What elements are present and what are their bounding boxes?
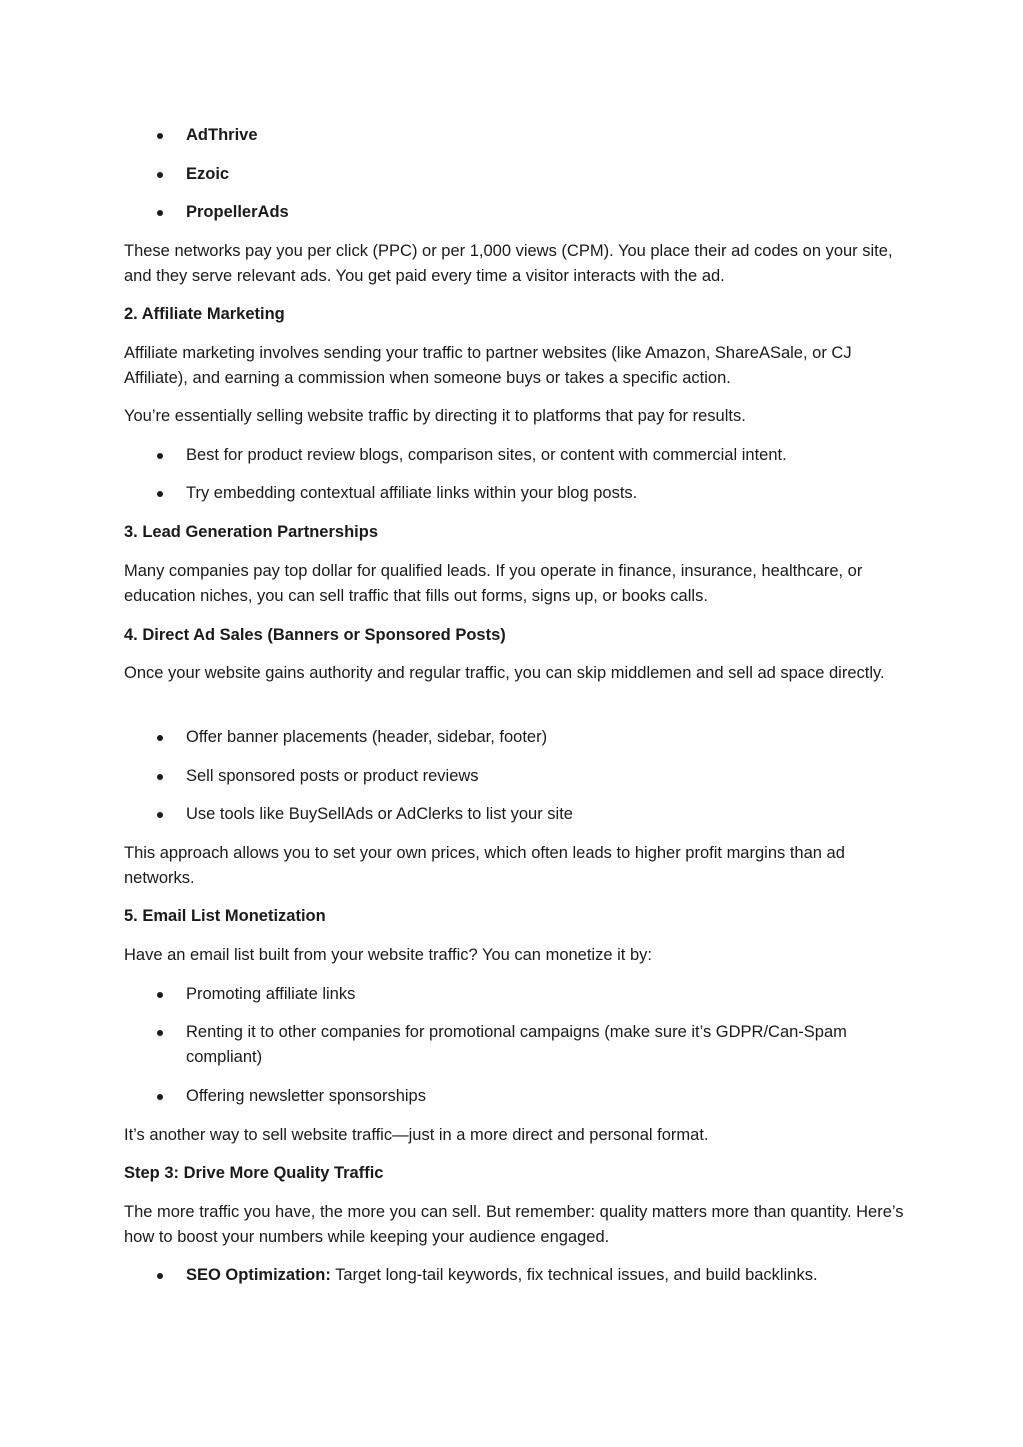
section-heading-lead: 3. Lead Generation Partnerships <box>124 523 378 541</box>
network-name: AdThrive <box>186 126 258 144</box>
bullet <box>157 133 163 139</box>
list-item-text: Sell sponsored posts or product reviews <box>186 767 479 785</box>
section-heading-affiliate: 2. Affiliate Marketing <box>124 305 285 323</box>
section-heading-email: 5. Email List Monetization <box>124 907 326 925</box>
bullet <box>157 210 163 216</box>
seo-text: Target long-tail keywords, fix technical issues, and build backlinks. <box>330 1266 818 1284</box>
list-item-text: Use tools like BuySellAds or AdClerks to list your site <box>186 805 573 823</box>
paragraph-direct: Once your website gains authority and regular traffic, you can skip middlemen and sell ad space directly. <box>124 664 885 682</box>
section-heading-step3: Step 3: Drive More Quality Traffic <box>124 1164 384 1182</box>
paragraph-lead: Many companies pay top dollar for qualified leads. If you operate in finance, insurance, healthcare, or education niches, you can sell traffic that fills out forms, signs up, or books calls. <box>124 562 863 605</box>
network-name: PropellerAds <box>186 203 289 221</box>
paragraph-email-summary: It’s another way to sell website traffic—just in a more direct and personal format. <box>124 1126 709 1144</box>
list-item-text: Best for product review blogs, comparison sites, or content with commercial intent. <box>186 446 787 464</box>
bullet <box>157 453 163 459</box>
list-item-text: Offering newsletter sponsorships <box>186 1087 426 1105</box>
network-name: Ezoic <box>186 165 230 183</box>
list-item-text: Offer banner placements (header, sidebar, footer) <box>186 728 548 746</box>
bullet <box>157 812 163 818</box>
paragraph-step3: The more traffic you have, the more you can sell. But remember: quality matters more than quantity. Here’s how to boost your numbers while keeping your audience engaged. <box>124 1203 904 1246</box>
list-item-text: Promoting affiliate links <box>186 985 356 1003</box>
section-heading-direct: 4. Direct Ad Sales (Banners or Sponsored Posts) <box>124 626 506 644</box>
bullet <box>157 1273 163 1279</box>
bullet <box>157 172 163 178</box>
list-item-text: Renting it to other companies for promotional campaigns (make sure it’s GDPR/Can-Spam compliant) <box>186 1023 847 1066</box>
bullet <box>157 1094 163 1100</box>
list-item-text <box>186 1263 914 1288</box>
paragraph-networks: These networks pay you per click (PPC) or per 1,000 views (CPM). You place their ad codes on your site, and they serve relevant ads. You get paid every time a visitor interacts with the ad. <box>124 242 893 285</box>
paragraph-affiliate: Affiliate marketing involves sending your traffic to partner websites (like Amazon, ShareASale, or CJ Affiliate), and earning a commission when someone buys or takes a specific action. <box>124 344 852 387</box>
list-item-text: Try embedding contextual affiliate links within your blog posts. <box>186 484 638 502</box>
bullet <box>157 735 163 741</box>
bullet <box>157 491 163 497</box>
paragraph-affiliate-summary: You’re essentially selling website traffic by directing it to platforms that pay for results. <box>124 407 746 425</box>
paragraph-direct-summary: This approach allows you to set your own prices, which often leads to higher profit margins than ad networks. <box>124 844 845 887</box>
seo-label: SEO Optimization: <box>186 1266 331 1284</box>
bullet <box>157 1030 163 1036</box>
bullet <box>157 992 163 998</box>
bullet <box>157 774 163 780</box>
paragraph-email: Have an email list built from your website traffic? You can monetize it by: <box>124 946 652 964</box>
